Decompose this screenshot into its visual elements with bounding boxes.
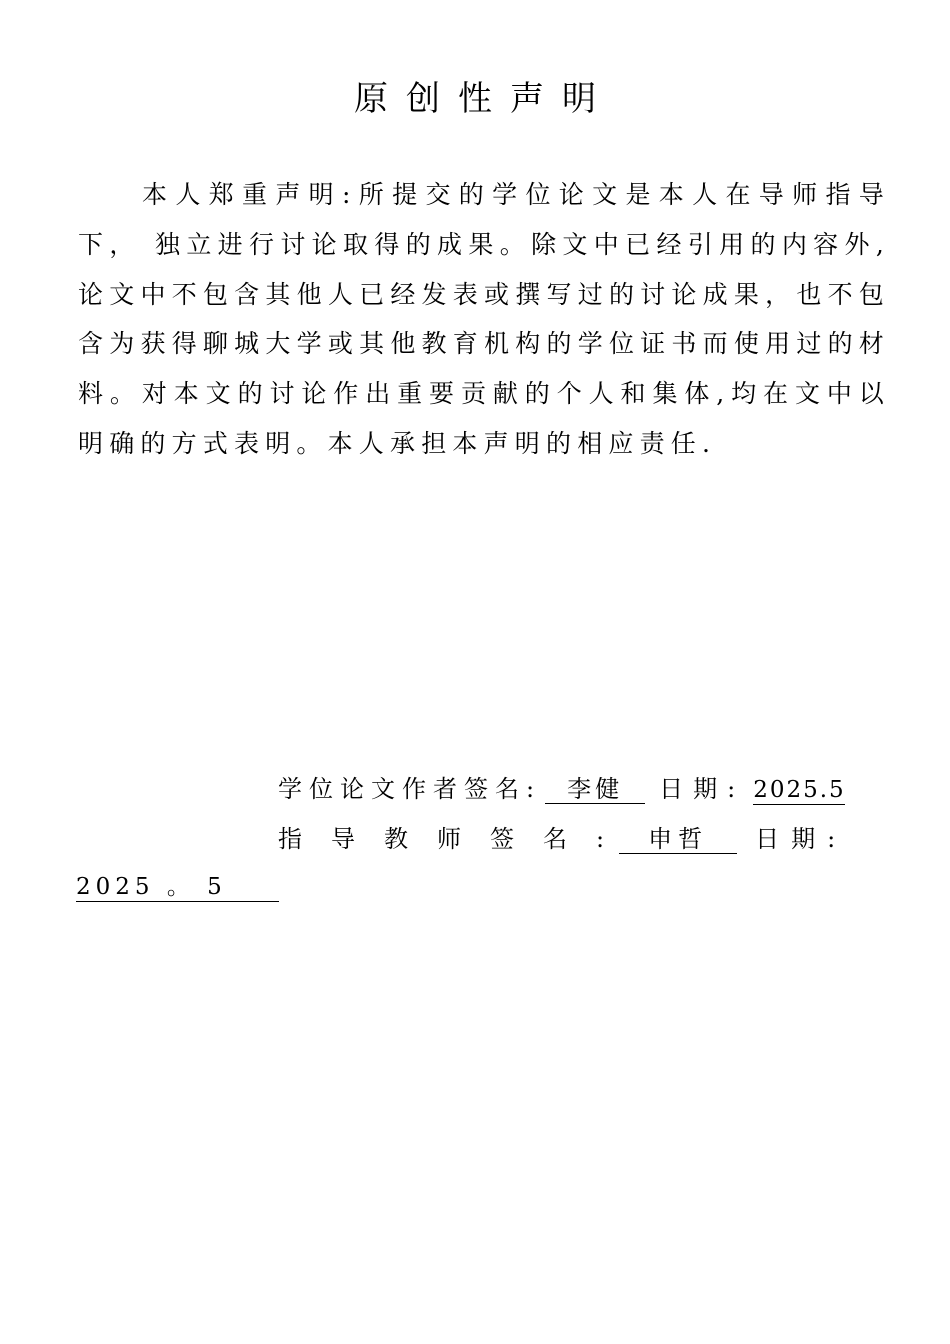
declaration-body: 本人郑重声明:所提交的学位论文是本人在导师指导下， 独立进行讨论取得的成果。除文中已经引用的内容外,论文中不包含其他人已经发表或撰写过的讨论成果，也不包含为获得聊城大学或其他教育机构的学位证书而使用过的材料。对本文的讨论作出重要贡献的个人和集体,均在文中以明确的方式表明。本人承担本声明的相应责任. — [78, 180, 890, 458]
advisor-date: 2025 。 5 — [76, 873, 279, 902]
author-date-label: 日期: — [659, 775, 746, 803]
advisor-signature-line — [278, 822, 847, 856]
author-date: 2025.5 — [753, 777, 846, 803]
advisor-signature-label: 指导教师签名: — [278, 825, 634, 853]
author-name: 李健 — [545, 776, 645, 804]
advisor-date-label: 日期: — [755, 825, 848, 853]
advisor-name: 申哲 — [619, 826, 737, 854]
page-title: 原创性声明 — [354, 79, 614, 119]
author-signature-line — [278, 772, 845, 806]
author-signature-label: 学位论文作者签名: — [278, 775, 542, 803]
